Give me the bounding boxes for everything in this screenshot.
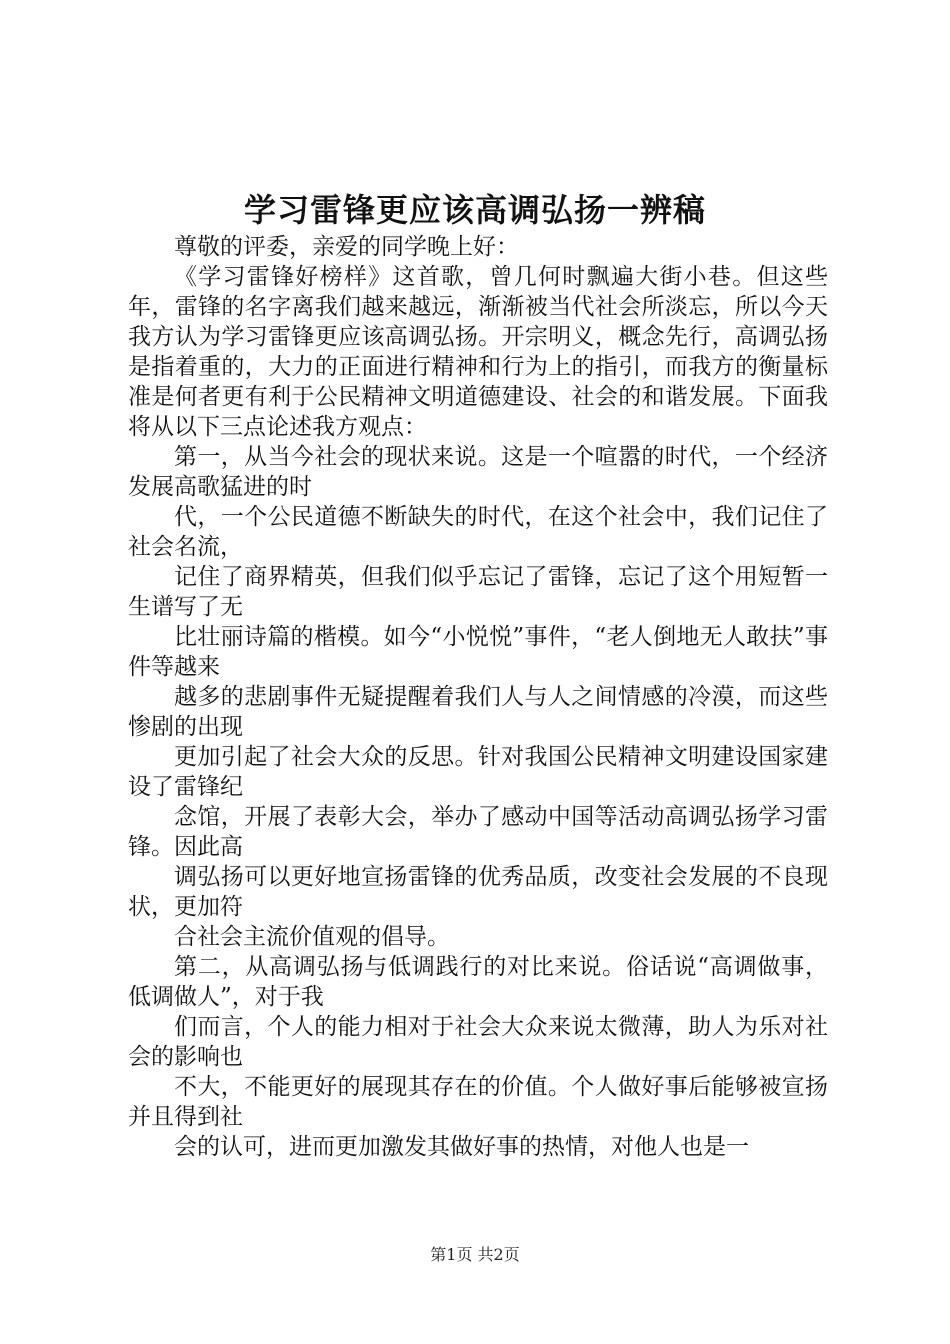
paragraph: 代，一个公民道德不断缺失的时代，在这个社会中，我们记住了社会名流， bbox=[128, 504, 828, 560]
paragraph: 《学习雷锋好榜样》这首歌，曾几何时飘遍大街小巷。但这些年，雷锋的名字离我们越来越远，渐渐被当代社会所淡忘，所以今天我方认为学习雷锋更应该高调弘扬。开宗明义，概念先行，高调弘扬是指着重的，大力的正面进行精神和行为上的指引，而我方的衡量标准是何者更有利于公民精神文明道德建设、社会的和谐发展。下面我将从以下三点论述我方观点： bbox=[128, 264, 828, 440]
paragraph: 越多的悲剧事件无疑提醒着我们人与人之间情感的冷漠，而这些惨剧的出现 bbox=[128, 684, 828, 740]
paragraph: 们而言，个人的能力相对于社会大众来说太微薄，助人为乐对社会的影响也 bbox=[128, 1014, 828, 1070]
paragraph: 比壮丽诗篇的楷模。如今“小悦悦”事件，“老人倒地无人敢扶”事件等越来 bbox=[128, 624, 828, 680]
paragraph: 第二，从高调弘扬与低调践行的对比来说。俗话说“高调做事，低调做人”，对于我 bbox=[128, 954, 828, 1010]
paragraph: 念馆，开展了表彰大会，举办了感动中国等活动高调弘扬学习雷锋。因此高 bbox=[128, 804, 828, 860]
paragraph: 更加引起了社会大众的反思。针对我国公民精神文明建设国家建设了雷锋纪 bbox=[128, 744, 828, 800]
paragraph: 合社会主流价值观的倡导。 bbox=[174, 924, 450, 950]
paragraph: 调弘扬可以更好地宣扬雷锋的优秀品质，改变社会发展的不良现状，更加符 bbox=[128, 864, 828, 920]
paragraph: 会的认可，进而更加激发其做好事的热情，对他人也是一 bbox=[174, 1134, 749, 1160]
paragraph: 不大，不能更好的展现其存在的价值。个人做好事后能够被宣扬并且得到社 bbox=[128, 1074, 828, 1130]
document-body bbox=[128, 232, 828, 1162]
paragraph: 尊敬的评委，亲爱的同学晚上好： bbox=[174, 234, 519, 260]
paragraph: 记住了商界精英，但我们似乎忘记了雷锋，忘记了这个用短暂一生谱写了无 bbox=[128, 564, 828, 620]
page-footer: 第1页 共2页 bbox=[430, 1245, 520, 1264]
paragraph: 第一，从当今社会的现状来说。这是一个喧嚣的时代，一个经济发展高歌猛进的时 bbox=[128, 444, 828, 500]
document-title: 学习雷锋更应该高调弘扬一辨稿 bbox=[243, 191, 706, 229]
